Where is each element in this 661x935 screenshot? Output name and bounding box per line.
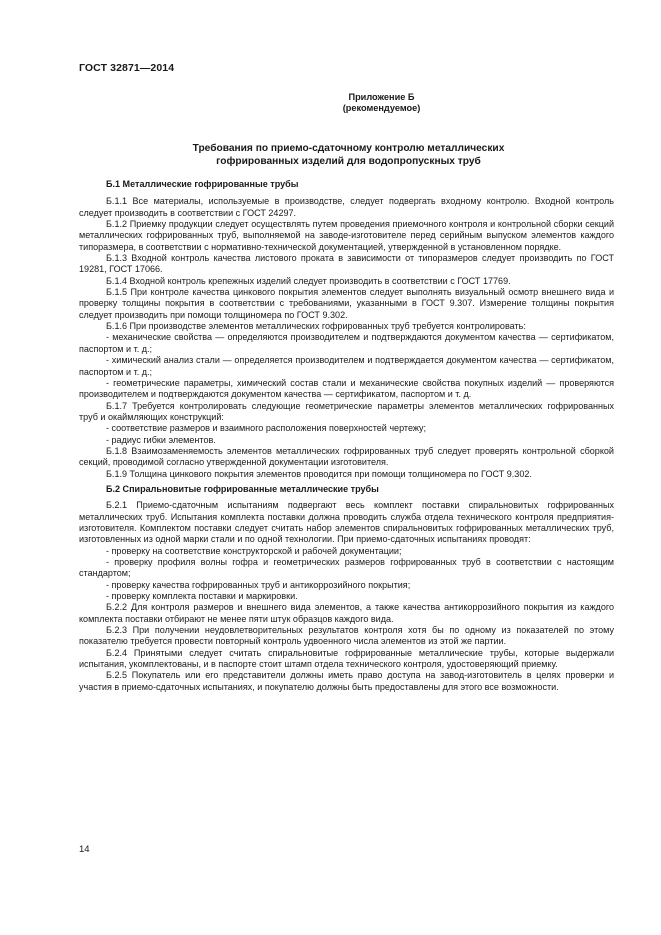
list-item: - радиус гибки элементов. — [106, 434, 216, 445]
list-item: - проверку комплекта поставки и маркировки. — [106, 591, 298, 602]
paragraph-b1-3: Б.1.3 Входной контроль качества листового проката в зависимости от типоразмеров следует производить по ГОСТ 19281, ГОСТ 17066. — [79, 253, 614, 275]
paragraph-b1-4: Б.1.4 Входной контроль крепежных изделий следует производить в соответствии с ГОСТ 17769. — [106, 275, 511, 286]
paragraph-b2-2: Б.2.2 Для контроля размеров и внешнего вида элементов, а также качества антикоррозийного покрытия из каждого комплекта поставки отбирают не менее пяти штук образцов каждого вида. — [79, 602, 614, 624]
document-header: ГОСТ 32871—2014 — [79, 62, 175, 74]
paragraph-b1-6: Б.1.6 При производстве элементов металлических гофрированных труб требуется контролировать: — [106, 321, 526, 332]
page-number: 14 — [79, 844, 90, 855]
document-body — [79, 179, 614, 693]
list-item: - проверку профиля волны гофра и геометрических размеров гофрированных труб в соответствии с настоящим стандартом; — [79, 557, 614, 579]
paragraph-b2-1: Б.2.1 Приемо-сдаточным испытаниям подвергают весь комплект поставки спиральновитых гофрированных металлических труб. Испытания комплекта поставки должна проводить служба отдела технического контроля предприятия-изготовителя. Комплектом поставки следует считать набор элементов спиральновитых гофрированных металлических труб, изготовленных из одной марки стали и по одной технологии. При приемо-сдаточных испытаниях проводят: — [79, 500, 614, 545]
list-item: - проверку качества гофрированных труб и антикоррозийного покрытия; — [106, 579, 411, 590]
paragraph-b2-5: Б.2.5 Покупатель или его представители должны иметь право доступа на завод-изготовитель в целях проверки и участия в приемо-сдаточных испытаниях, и покупателю должны быть предоставлены для этого все возможности. — [79, 670, 614, 692]
title-line-2: гофрированных изделий для водопропускных труб — [216, 156, 481, 167]
paragraph-b1-5: Б.1.5 При контроле качества цинкового покрытия элементов следует выполнять визуальный осмотр внешнего вида и проверку толщины покрытия в соответствии с требованиями, указанными в ГОСТ 9.307. Измерение толщины покрытия следует производить при помощи толщиномера по ГОСТ 9.302. — [79, 287, 614, 320]
paragraph-b1-9: Б.1.9 Толщина цинкового покрытия элементов проводится при помощи толщиномера по ГОСТ 9.302. — [106, 468, 532, 479]
list-item: - механические свойства — определяются производителем и подтверждаются документом качества — сертификатом, паспортом и т. д.; — [79, 332, 614, 354]
list-item: - проверку на соответствие конструкторской и рабочей документации; — [106, 545, 402, 556]
paragraph-b1-1: Б.1.1 Все материалы, используемые в производстве, следует подвергать входному контролю. Входной контроль следует производить в соответствии с ГОСТ 24297. — [79, 196, 614, 218]
appendix-note-text: (рекомендуемое) — [342, 103, 421, 113]
section-heading: Б.1 Металлические гофрированные трубы — [106, 179, 299, 189]
paragraph-b1-7: Б.1.7 Требуется контролировать следующие геометрические параметры элементов металлических гофрированных труб и окаймляющих конструкций: — [79, 400, 614, 422]
paragraph-b2-4: Б.2.4 Принятыми следует считать спиральновитые гофрированные металлические трубы, которые выдержали испытания, укомплектованы, и в паспорте стоит штамп отдела технического контроля, удостоверяющий приемку. — [79, 647, 614, 670]
list-item: - геометрические параметры, химический состав стали и механические свойства покупных изделий — проверяются производителем и подтверждаются документом качества — сертификатом, паспортом и т. д. — [79, 377, 614, 400]
title-line-1: Требования по приемо-сдаточному контролю металлических — [192, 143, 505, 154]
appendix-label-text: Приложение Б — [348, 92, 415, 102]
list-item: - химический анализ стали — определяется производителем и подтверждается документом качества — сертификатом, паспортом и т. д.; — [79, 355, 614, 377]
paragraph-b1-2: Б.1.2 Приемку продукции следует осуществлять путем проведения приемочного контроля и контрольной сборки секций металлических гофрированных труб, выполняемой на заводе-изготовителе перед серийным выпуском элементов каждого типоразмера, в соответствии с нормативно-технической документацией, утвержденной в установленном порядке. — [79, 219, 614, 252]
paragraph-b1-8: Б.1.8 Взаимозаменяемость элементов металлических гофрированных труб следует проверять контрольной сборкой секций, проводимой согласно утвержденной документации изготовителя. — [79, 445, 614, 468]
section-heading: Б.2 Спиральновитые гофрированные металлические трубы — [106, 483, 379, 494]
appendix-note — [0, 103, 661, 115]
appendix-label — [0, 92, 661, 104]
appendix-title — [0, 142, 661, 168]
list-item: - соответствие размеров и взаимного расположения поверхностей чертежу; — [106, 423, 427, 434]
paragraph-b2-3: Б.2.3 При получении неудовлетворительных результатов контроля хотя бы по одному из показателей по этому показателю требуется провести повторный контроль удвоенного числа элементов из этой же партии. — [79, 625, 614, 647]
